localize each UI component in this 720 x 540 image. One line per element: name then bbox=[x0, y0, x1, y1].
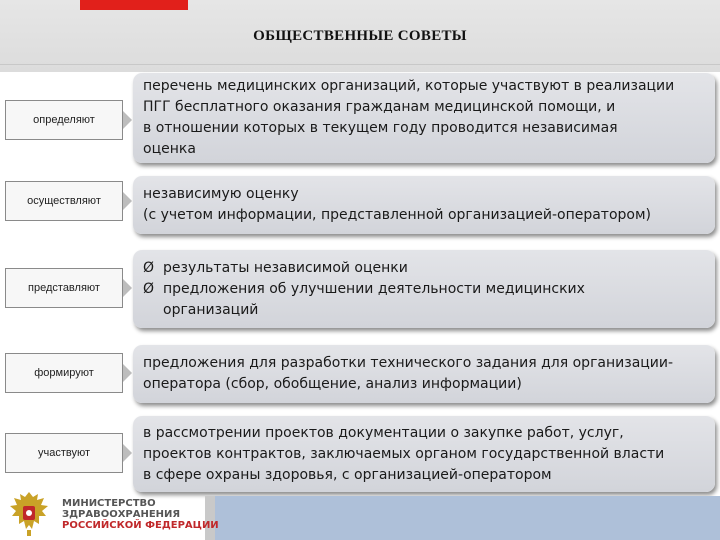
row-text-line: перечень медицинских организаций, которые участвуют в реализации bbox=[143, 78, 675, 94]
arrow-right-icon bbox=[123, 444, 132, 462]
coat-of-arms-icon bbox=[4, 488, 54, 538]
row-label-opredelyayut: определяют bbox=[5, 100, 123, 140]
row-text-line: оценка bbox=[143, 141, 196, 157]
row-text-line: (с учетом информации, представленной организацией-оператором) bbox=[143, 207, 651, 223]
row-text-line: в отношении которых в текущем году проводится независимая bbox=[143, 120, 618, 136]
ministry-line: ЗДРАВООХРАНЕНИЯ bbox=[62, 509, 181, 520]
header-divider bbox=[0, 64, 720, 65]
arrow-bullet-icon: Ø bbox=[143, 259, 155, 276]
row-text-line: независимую оценку bbox=[143, 186, 299, 202]
bullet-item-continuation bbox=[143, 300, 705, 321]
bullet-item bbox=[143, 279, 705, 300]
row-box-formiruyut bbox=[133, 345, 715, 403]
row-text-line: в рассмотрении проектов документации о закупке работ, услуг, bbox=[143, 424, 624, 441]
footer-band bbox=[215, 496, 720, 540]
row-label-uchastvuyut: участвуют bbox=[5, 433, 123, 473]
row-box-uchastvuyut bbox=[133, 416, 715, 492]
arrow-right-icon bbox=[123, 111, 132, 129]
arrow-right-icon bbox=[123, 364, 132, 382]
arrow-bullet-icon: Ø bbox=[143, 280, 155, 297]
row-text-line: организаций bbox=[163, 301, 259, 318]
row-text-line: предложения об улучшении деятельности медицинских bbox=[163, 280, 585, 297]
ministry-line: МИНИСТЕРСТВО bbox=[62, 498, 156, 509]
row-text-line: проектов контрактов, заключаемых органом государственной власти bbox=[143, 445, 665, 462]
arrow-right-icon bbox=[123, 279, 132, 297]
page-title: ОБЩЕСТВЕННЫЕ СОВЕТЫ bbox=[253, 28, 467, 44]
row-text-line: в сфере охраны здоровья, с организацией-оператором bbox=[143, 466, 552, 483]
row-text-line: ПГГ бесплатного оказания гражданам медицинской помощи, и bbox=[143, 99, 616, 115]
ministry-line: РОССИЙСКОЙ ФЕДЕРАЦИИ bbox=[62, 520, 219, 531]
row-label-formiruyut: формируют bbox=[5, 353, 123, 393]
row-text-line: предложения для разработки технического задания для организации- bbox=[143, 355, 674, 371]
row-box-osushchestvlyayut bbox=[133, 176, 715, 234]
bullet-item bbox=[143, 258, 705, 279]
row-label-predstavlyayut: представляют bbox=[5, 268, 123, 308]
row-text-line: оператора (сбор, обобщение, анализ информации) bbox=[143, 376, 522, 392]
row-text-line: результаты независимой оценки bbox=[163, 259, 408, 276]
arrow-right-icon bbox=[123, 192, 132, 210]
row-box-opredelyayut bbox=[133, 73, 715, 163]
row-box-predstavlyayut bbox=[133, 250, 715, 328]
row-label-osushchestvlyayut: осуществляют bbox=[5, 181, 123, 221]
header-red-tab bbox=[80, 0, 188, 10]
ministry-name bbox=[62, 498, 219, 531]
